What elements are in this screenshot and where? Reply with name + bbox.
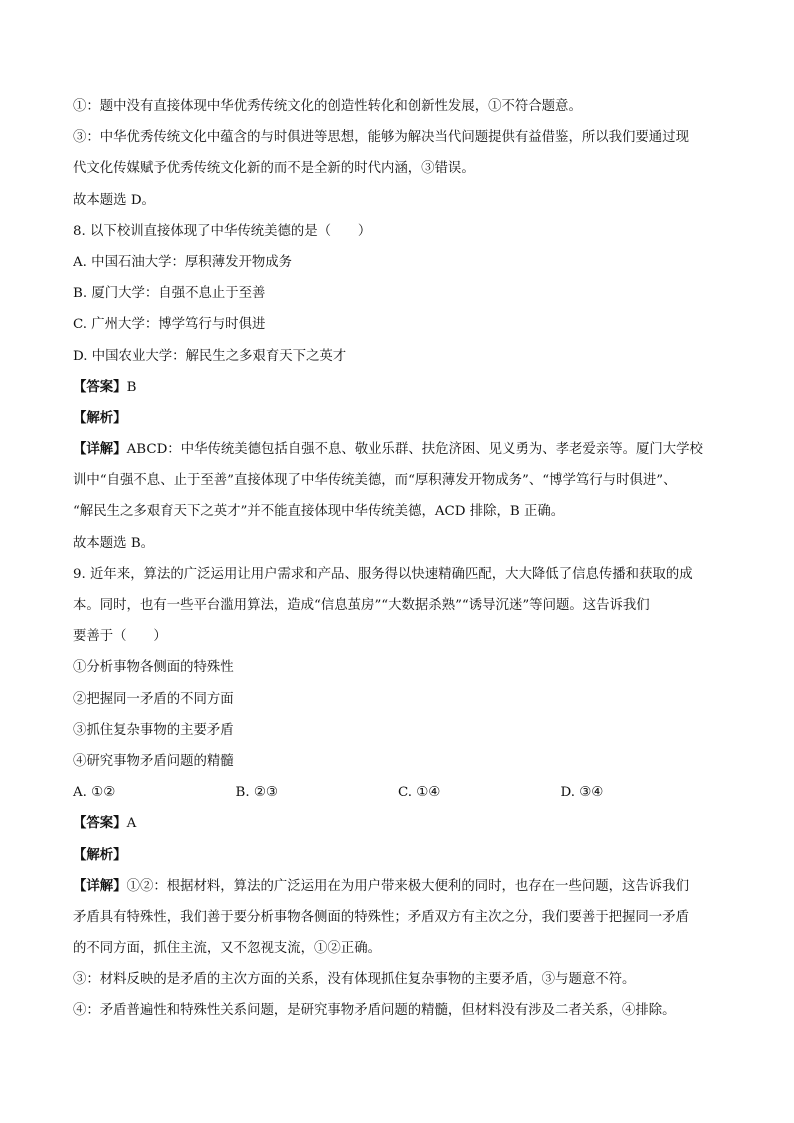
question-8-detail-line: “解民生之多艰育天下之英才”并不能直接体现中华传统美德，ACD 排除，B 正确。 bbox=[73, 504, 565, 520]
text-line: ①：题中没有直接体现中华优秀传统文化的创造性转化和创新性发展，①不符合题意。 bbox=[73, 99, 582, 114]
detail-text: ①②：根据材料，算法的广泛运用在为用户带来极大便利的同时，也存在一些问题，这告诉我们 bbox=[126, 878, 689, 894]
question-9-detail-line: 矛盾具有特殊性，我们善于要分析事物各侧面的特殊性；矛盾双方有主次之分，我们要善于把握同一矛盾 bbox=[73, 909, 689, 925]
question-8-answer bbox=[73, 377, 723, 398]
document-page bbox=[73, 96, 723, 1032]
question-8-option-c: C. 广州大学：博学笃行与时俱进 bbox=[73, 317, 266, 333]
question-9-extra-line: ③：材料反映的是矛盾的主次方面的关系，没有体现抓住复杂事物的主要矛盾，③与题意不符。 bbox=[73, 972, 636, 988]
question-9-detail-line: 的不同方面，抓住主流，又不忽视支流，①②正确。 bbox=[73, 941, 381, 957]
question-8-option-b: B. 厦门大学：自强不息止于至善 bbox=[73, 286, 266, 302]
text-line: ③：中华优秀传统文化中蕴含的与时俱进等思想，能够为解决当代问题提供有益借鉴，所以我们要通过现 bbox=[73, 130, 689, 146]
answer-value: A bbox=[126, 816, 137, 832]
detail-label: 【详解】 bbox=[73, 877, 127, 894]
answer-value: B bbox=[126, 379, 137, 395]
question-9-extra-line: ④：矛盾普遍性和特殊性关系问题，是研究事物矛盾问题的精髓，但材料没有涉及二者关系，④排除。 bbox=[73, 1003, 676, 1019]
question-9-option-c: C. ①④ bbox=[398, 785, 441, 801]
question-9-option-a: A. ①② bbox=[73, 785, 116, 801]
detail-label: 【详解】 bbox=[73, 441, 127, 458]
answer-label: 【答案】 bbox=[73, 378, 127, 395]
question-9-detail-line bbox=[73, 876, 723, 897]
question-8-analysis bbox=[73, 408, 723, 429]
analysis-label: 【解析】 bbox=[73, 846, 127, 863]
question-9-item: ①分析事物各侧面的特殊性 bbox=[73, 660, 234, 676]
question-8-option-d: D. 中国农业大学：解民生之多艰育天下之英才 bbox=[73, 348, 347, 364]
text-line: 代文化传媒赋予优秀传统文化新的而不是全新的时代内涵，③错误。 bbox=[73, 161, 475, 177]
question-8-detail-line bbox=[73, 439, 723, 460]
question-9-item: ③抓住复杂事物的主要矛盾 bbox=[73, 722, 234, 738]
question-9-stem-line: 9. 近年来，算法的广泛运用让用户需求和产品、服务得以快速精确匹配，大大降低了信息传播和获取的成 bbox=[73, 566, 693, 582]
question-9-option-d: D. ③④ bbox=[560, 785, 604, 801]
question-9-option-b: B. ②③ bbox=[235, 785, 278, 801]
question-8-detail-line: 训中“自强不息、止于至善”直接体现了中华传统美德，而“厚积薄发开物成务”、“博学笃行与时俱进”、 bbox=[73, 473, 677, 489]
question-9-item: ④研究事物矛盾问题的精髓 bbox=[73, 753, 234, 769]
question-8-stem: 8. 以下校训直接体现了中华传统美德的是（ ） bbox=[73, 223, 372, 239]
analysis-label: 【解析】 bbox=[73, 409, 127, 426]
question-9-stem-line: 本。同时，也有一些平台滥用算法，造成“信息茧房”“大数据杀熟”“诱导沉迷”等问题。这告诉我们 bbox=[73, 598, 650, 613]
question-8-option-a: A. 中国石油大学：厚积薄发开物成务 bbox=[73, 254, 293, 270]
question-9-stem-line: 要善于（ ） bbox=[73, 629, 167, 645]
question-9-item: ②把握同一矛盾的不同方面 bbox=[73, 691, 234, 707]
question-9-answer bbox=[73, 813, 723, 834]
detail-text: ABCD：中华传统美德包括自强不息、敬业乐群、扶危济困、见义勇为、孝老爱亲等。厦门大学校 bbox=[126, 442, 703, 458]
question-8-conclusion: 故本题选 B。 bbox=[73, 535, 155, 551]
question-9-analysis bbox=[73, 845, 723, 866]
answer-label: 【答案】 bbox=[73, 815, 127, 832]
question-9-options bbox=[73, 782, 723, 803]
text-line: 故本题选 D。 bbox=[73, 192, 155, 208]
